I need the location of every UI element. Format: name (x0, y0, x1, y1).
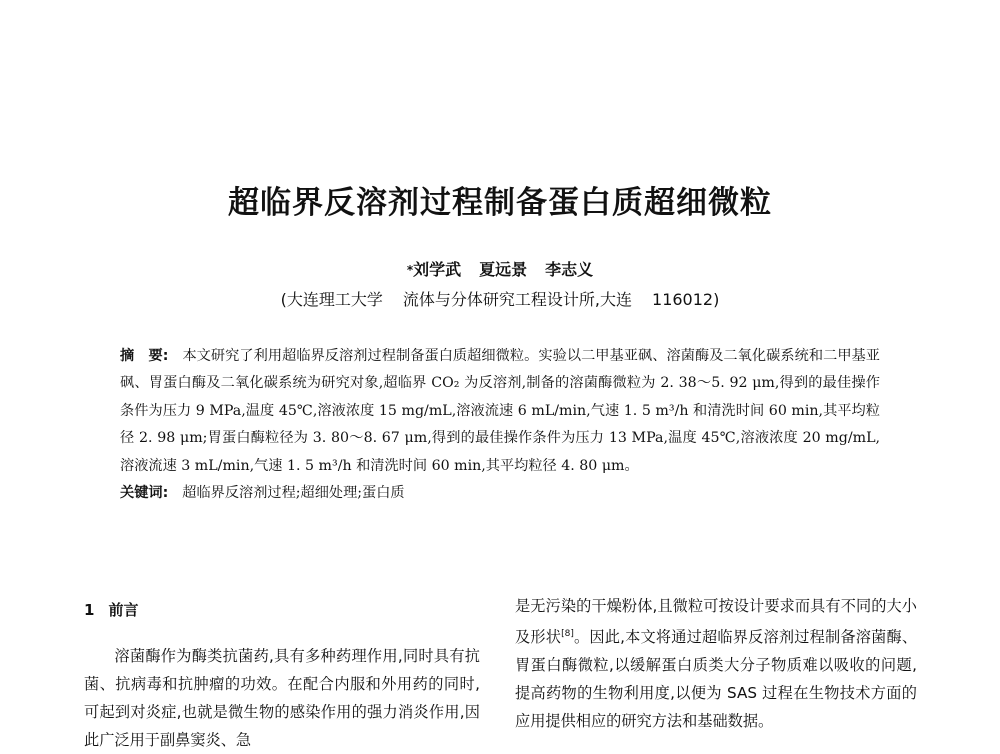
affiliation-institute: 流体与分体研究工程设计所,大连 (402, 290, 633, 309)
body-text-part: 是无污染的干燥粉体,且微粒可按设计要求而具有不同的大小及形状 (515, 597, 917, 647)
abstract-block (120, 343, 880, 507)
right-column (515, 592, 917, 735)
abstract-paragraph (120, 343, 880, 480)
section-heading (84, 596, 480, 624)
keywords-text: 超临界反溶剂过程;超细处理;蛋白质 (182, 485, 405, 502)
keywords-paragraph (120, 480, 880, 507)
keywords-label: 关键词: (120, 485, 169, 502)
abstract-label: 摘 要: (120, 348, 169, 364)
section-title: 前言 (108, 601, 139, 619)
left-column (84, 596, 480, 754)
citation-ref: [8] (561, 629, 574, 639)
affiliation-postcode: 116012 (652, 290, 714, 309)
body-paragraph-continued (515, 592, 917, 735)
affiliation-close-paren: ) (713, 290, 720, 309)
body-text-part: 。因此,本文将通过超临界反溶剂过程制备溶菌酶、胃蛋白酶微粒,以缓解蛋白质类大分子物质难以吸收的问题,提高药物的生物利用度,以便为 SAS 过程在生物技术方面的应用提供相应的研究方法和基础数据。 (515, 628, 918, 731)
author-name: 夏远景 (479, 260, 528, 279)
author-name: 李志义 (545, 260, 594, 279)
body-paragraph: 溶菌酶作为酶类抗菌药,具有多种药理作用,同时具有抗菌、抗病毒和抗肿瘤的功效。在配合内服和外用药的同时,可起到对炎症,也就是微生物的感染作用的强力消炎作用,因此广泛用于副鼻窦炎、急 (84, 647, 480, 749)
author-name: 刘学武 (413, 260, 462, 279)
affiliation-university: 大连理工大学 (286, 290, 383, 309)
section-number: 1 (84, 601, 95, 619)
corresponding-author-mark: * (406, 263, 414, 277)
paper-title: 超临界反溶剂过程制备蛋白质超细微粒 (228, 185, 772, 221)
affiliation-line (0, 288, 1000, 312)
affiliation-open-paren: ( (280, 290, 287, 309)
author-line (0, 258, 1000, 282)
abstract-text: 本文研究了利用超临界反溶剂过程制备蛋白质超细微粒。实验以二甲基亚砜、溶菌酶及二氧化碳系统和二甲基亚砜、胃蛋白酶及二氧化碳系统为研究对象,超临界 CO₂ 为反溶剂,制备的溶菌酶微粒为 2. 38～5. 92 μm,得到的最佳操作条件为压力 9 MPa,温度 45℃,溶液浓度 15 mg/mL,溶液流速 6 mL/min,气速 1. 5 m³/h 和清洗时间 60 min,其平均粒径 2. 98 μm;胃蛋白酶粒径为 3. 80～8. 67 μm,得到的最佳操作条件为压力 13 MPa,温度 45℃,溶液浓度 20 mg/mL,溶液流速 3 mL/min,气速 1. 5 m³/h 和清洗时间 60 min,其平均粒径 4. 80 μm。 (120, 348, 880, 474)
